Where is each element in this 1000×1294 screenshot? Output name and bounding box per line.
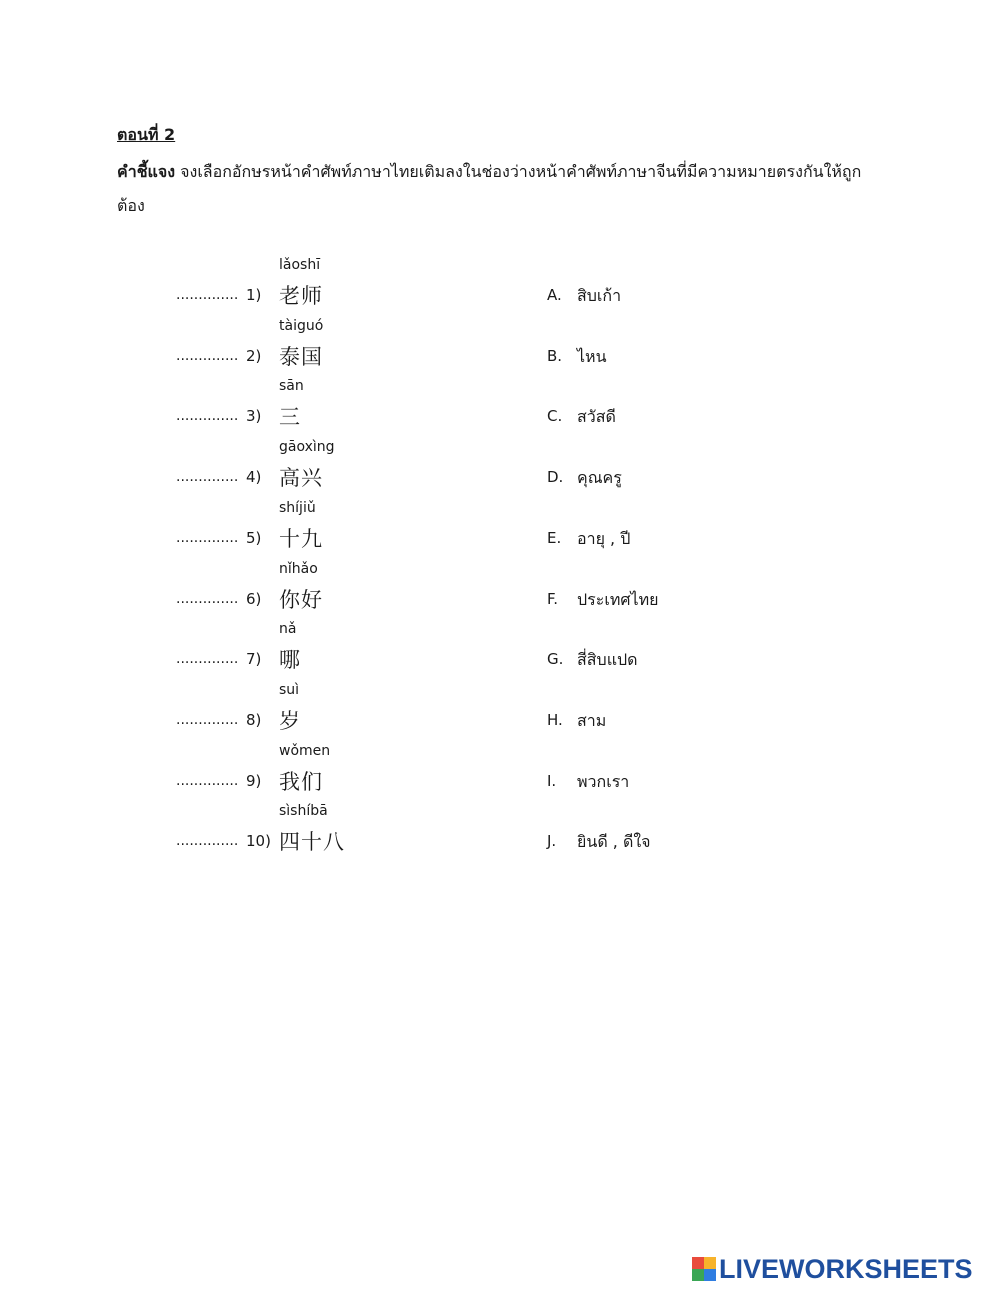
question-number: 9) <box>246 772 262 790</box>
matching-row <box>0 439 1000 500</box>
answer-blank[interactable]: .............. <box>176 833 239 849</box>
matching-row <box>0 318 1000 379</box>
chinese-word: 三 <box>279 405 301 429</box>
pinyin-text: sìshíbā <box>279 803 328 819</box>
chinese-word: 泰国 <box>279 345 323 369</box>
matching-row <box>0 378 1000 439</box>
answer-blank[interactable]: .............. <box>176 408 239 424</box>
answer-blank[interactable]: .............. <box>176 591 239 607</box>
question-number: 1) <box>246 286 262 304</box>
chinese-word: 四十八 <box>279 830 345 854</box>
chinese-word: 十九 <box>279 527 323 551</box>
liveworksheets-brand <box>692 1254 973 1284</box>
question-number: 3) <box>246 407 262 425</box>
option-text: สาม <box>577 711 607 730</box>
option-letter: G. <box>547 650 564 668</box>
option-text: ไหน <box>577 347 607 366</box>
pinyin-text: sān <box>279 378 304 394</box>
option-text: คุณครู <box>577 468 622 487</box>
matching-row <box>0 561 1000 622</box>
matching-row <box>0 621 1000 682</box>
option-letter: F. <box>547 590 558 608</box>
question-number: 10) <box>246 832 271 850</box>
matching-row <box>0 500 1000 561</box>
instruction-lead: คำชี้แจง <box>117 162 176 181</box>
chinese-word: 老师 <box>279 284 323 308</box>
option-text: สี่สิบแปด <box>577 650 638 669</box>
pinyin-text: suì <box>279 682 300 698</box>
question-number: 4) <box>246 468 262 486</box>
chinese-word: 岁 <box>279 709 301 733</box>
answer-blank[interactable]: .............. <box>176 712 239 728</box>
pinyin-text: nǎ <box>279 621 297 637</box>
question-number: 6) <box>246 590 262 608</box>
chinese-word: 我们 <box>279 770 323 794</box>
answer-blank[interactable]: .............. <box>176 651 239 667</box>
pinyin-text: lǎoshī <box>279 257 321 273</box>
option-letter: A. <box>547 286 562 304</box>
option-letter: B. <box>547 347 563 365</box>
option-text: พวกเรา <box>577 772 630 791</box>
brand-name: LIVEWORKSHEETS <box>719 1253 973 1284</box>
pinyin-text: tàiguó <box>279 318 324 334</box>
pinyin-text: wǒmen <box>279 743 331 759</box>
option-letter: E. <box>547 529 562 547</box>
matching-row <box>0 743 1000 804</box>
chinese-word: 哪 <box>279 648 301 672</box>
answer-blank[interactable]: .............. <box>176 287 239 303</box>
instruction <box>117 155 877 223</box>
option-text: สิบเก้า <box>577 286 622 305</box>
answer-blank[interactable]: .............. <box>176 773 239 789</box>
pinyin-text: nǐhǎo <box>279 561 318 577</box>
pinyin-text: gāoxìng <box>279 439 335 455</box>
answer-blank[interactable]: .............. <box>176 348 239 364</box>
instruction-text: จงเลือกอักษรหน้าคำศัพท์ภาษาไทยเติมลงในช่องว่างหน้าคำศัพท์ภาษาจีนที่มีความหมายตรงกันให้ถูกต้อง <box>117 162 862 215</box>
answer-blank[interactable]: .............. <box>176 469 239 485</box>
option-text: อายุ , ปี <box>577 529 631 548</box>
liveworksheets-logo-icon <box>692 1257 716 1281</box>
question-number: 2) <box>246 347 262 365</box>
option-letter: C. <box>547 407 563 425</box>
section-title: ตอนที่ 2 <box>117 125 176 144</box>
option-letter: J. <box>547 832 557 850</box>
option-text: สวัสดี <box>577 407 616 426</box>
matching-row <box>0 803 1000 864</box>
matching-row <box>0 682 1000 743</box>
matching-row <box>0 257 1000 318</box>
option-letter: H. <box>547 711 563 729</box>
chinese-word: 你好 <box>279 588 323 612</box>
question-number: 5) <box>246 529 262 547</box>
question-number: 8) <box>246 711 262 729</box>
chinese-word: 高兴 <box>279 466 323 490</box>
option-text: ยินดี , ดีใจ <box>577 832 651 851</box>
pinyin-text: shíjiǔ <box>279 500 316 516</box>
answer-blank[interactable]: .............. <box>176 530 239 546</box>
option-letter: D. <box>547 468 564 486</box>
question-number: 7) <box>246 650 262 668</box>
option-text: ประเทศไทย <box>577 590 659 609</box>
option-letter: I. <box>547 772 557 790</box>
